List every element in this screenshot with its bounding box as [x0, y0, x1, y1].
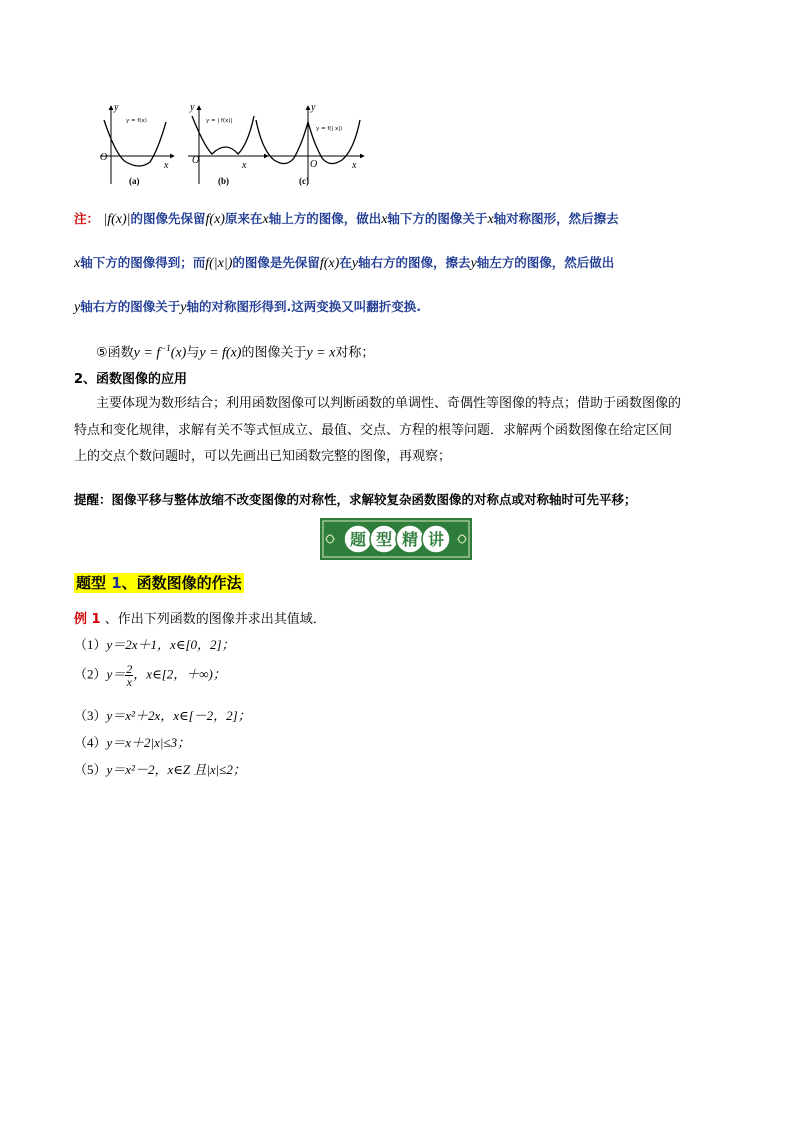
list-item — [74, 705, 251, 724]
type-heading-number: 1 — [111, 574, 122, 592]
fraction-numerator: 2 — [126, 662, 133, 676]
var-x: x — [487, 212, 494, 227]
type-heading-rest: 、函数图像的作法 — [121, 574, 242, 592]
graph-c-origin: O — [310, 159, 318, 170]
note-line-3 — [74, 297, 724, 318]
banner-char: 精 — [401, 530, 419, 549]
var-y: y — [470, 256, 477, 271]
note-text: 轴右方的图像关于 — [80, 299, 181, 314]
type-heading — [74, 573, 244, 593]
graph-b-x: x — [242, 160, 247, 171]
banner-char: 型 — [375, 530, 393, 549]
note-text: 的图像先保留 — [130, 211, 206, 226]
graph-b-origin: O — [192, 155, 200, 166]
graph-a-caption: (a) — [129, 176, 140, 186]
inverse-function-item — [96, 338, 374, 363]
item-text: 的图像关于 — [241, 345, 307, 361]
expr-fx: f(x) — [319, 256, 340, 271]
var-x: x — [74, 256, 81, 271]
section-banner — [320, 518, 472, 560]
graph-b-caption: (b) — [218, 176, 229, 186]
expr-f-abs-x: f(|x|) — [205, 256, 233, 271]
paragraph-line: 上的交点个数问题时，可以先画出已知函数完整的图像，再观察； — [74, 449, 452, 464]
note-text: 在 — [339, 255, 352, 270]
item-expr: y＝x²＋2x，x∈[－2，2]； — [106, 708, 251, 723]
graph-c-x: x — [352, 160, 357, 171]
item-number: （1） — [74, 637, 107, 652]
note-text: 轴下方的图像关于 — [387, 211, 488, 226]
expr-inverse-arg: (x) — [170, 345, 187, 361]
paragraph-line: 主要体现为数形结合；利用函数图像可以判断函数的单调性、奇偶性等图像的特点；借助于函数图像的 — [96, 396, 682, 411]
expr-fx: f(x) — [205, 212, 225, 227]
var-y: y — [180, 300, 187, 315]
var-x: x — [262, 212, 269, 227]
var-x: x — [381, 212, 388, 227]
tip-text: 提醒：图像平移与整体放缩不改变图像的对称性，求解较复杂函数图像的对称点或对称轴时可先平移； — [74, 492, 637, 507]
note-text: 轴左方的图像，然后做出 — [476, 255, 615, 270]
graph-a-label: y = f(x) — [126, 118, 147, 124]
item-text: ⑤函数 — [96, 345, 134, 361]
graph-c-y: y — [311, 102, 316, 113]
expr-y-eq-x: y = x — [306, 345, 336, 361]
banner-char: 讲 — [427, 530, 445, 549]
note-text: 轴上方的图像，做出 — [268, 211, 382, 226]
graph-a — [100, 102, 174, 186]
paragraph-line: 特点和变化规律，求解有关不等式恒成立、最值、交点、方程的根等问题．求解两个函数图像在给定区间 — [74, 423, 673, 438]
note-text: 轴对称图形，然后擦去 — [493, 211, 619, 226]
expr-fx: y = f(x) — [199, 345, 242, 361]
expr-inverse: y = f — [133, 345, 161, 361]
banner-char: 题 — [349, 530, 367, 549]
expr-abs-fx: |f(x)| — [103, 212, 131, 227]
list-item — [74, 759, 246, 778]
item-number: （4） — [74, 735, 107, 750]
function-graphs-figure — [96, 100, 376, 190]
note-text: 轴的对称图形得到.这两变换又叫翻折变换. — [186, 299, 421, 314]
item-expr: y＝ — [106, 666, 126, 682]
graph-b-label: y = | f(x)| — [206, 118, 233, 124]
note-text: 轴下方的图像得到；而 — [80, 255, 206, 270]
item-expr: y＝2x＋1，x∈[0，2]； — [106, 637, 235, 652]
note-text: 原来在 — [224, 211, 263, 226]
graph-a-origin: O — [100, 152, 108, 163]
item-expr: y＝x＋2|x|≤3； — [106, 735, 191, 750]
item-number: （2） — [74, 666, 107, 682]
list-item — [74, 634, 235, 653]
type-heading-prefix: 题型 — [76, 574, 112, 592]
item-text: 对称； — [335, 345, 375, 361]
graph-b-y: y — [190, 102, 195, 113]
note-line-1 — [74, 209, 724, 230]
fraction-denominator: x — [126, 675, 132, 689]
graph-a-y: y — [114, 102, 119, 113]
var-y: y — [351, 256, 359, 271]
note-label: 注： — [74, 211, 100, 226]
sup-minus-one: −1 — [160, 343, 171, 353]
graph-b — [188, 102, 268, 186]
item-text: 与 — [186, 345, 200, 361]
item-expr: y＝x²－2，x∈Z 且|x|≤2； — [106, 762, 246, 777]
note-text: 轴右方的图像，擦去 — [358, 255, 471, 270]
var-y: y — [74, 300, 81, 315]
item-expr: ，x∈[2，＋∞)； — [133, 666, 226, 682]
note-line-2 — [74, 253, 724, 274]
list-item — [74, 732, 190, 751]
list-item — [74, 663, 226, 688]
section-title: 2、函数图像的应用 — [74, 372, 188, 387]
graph-a-x: x — [164, 160, 169, 171]
item-number: （5） — [74, 762, 107, 777]
note-text: 的图像是先保留 — [232, 255, 320, 270]
graph-c — [248, 102, 364, 186]
example-line — [74, 608, 326, 627]
example-label: 例 1 — [74, 612, 101, 627]
example-text: 、作出下列函数的图像并求出其值域． — [100, 612, 326, 627]
graph-c-caption: (c) — [299, 176, 309, 186]
item-number: （3） — [74, 708, 107, 723]
graph-c-label: y = f(| x|) — [316, 126, 343, 132]
